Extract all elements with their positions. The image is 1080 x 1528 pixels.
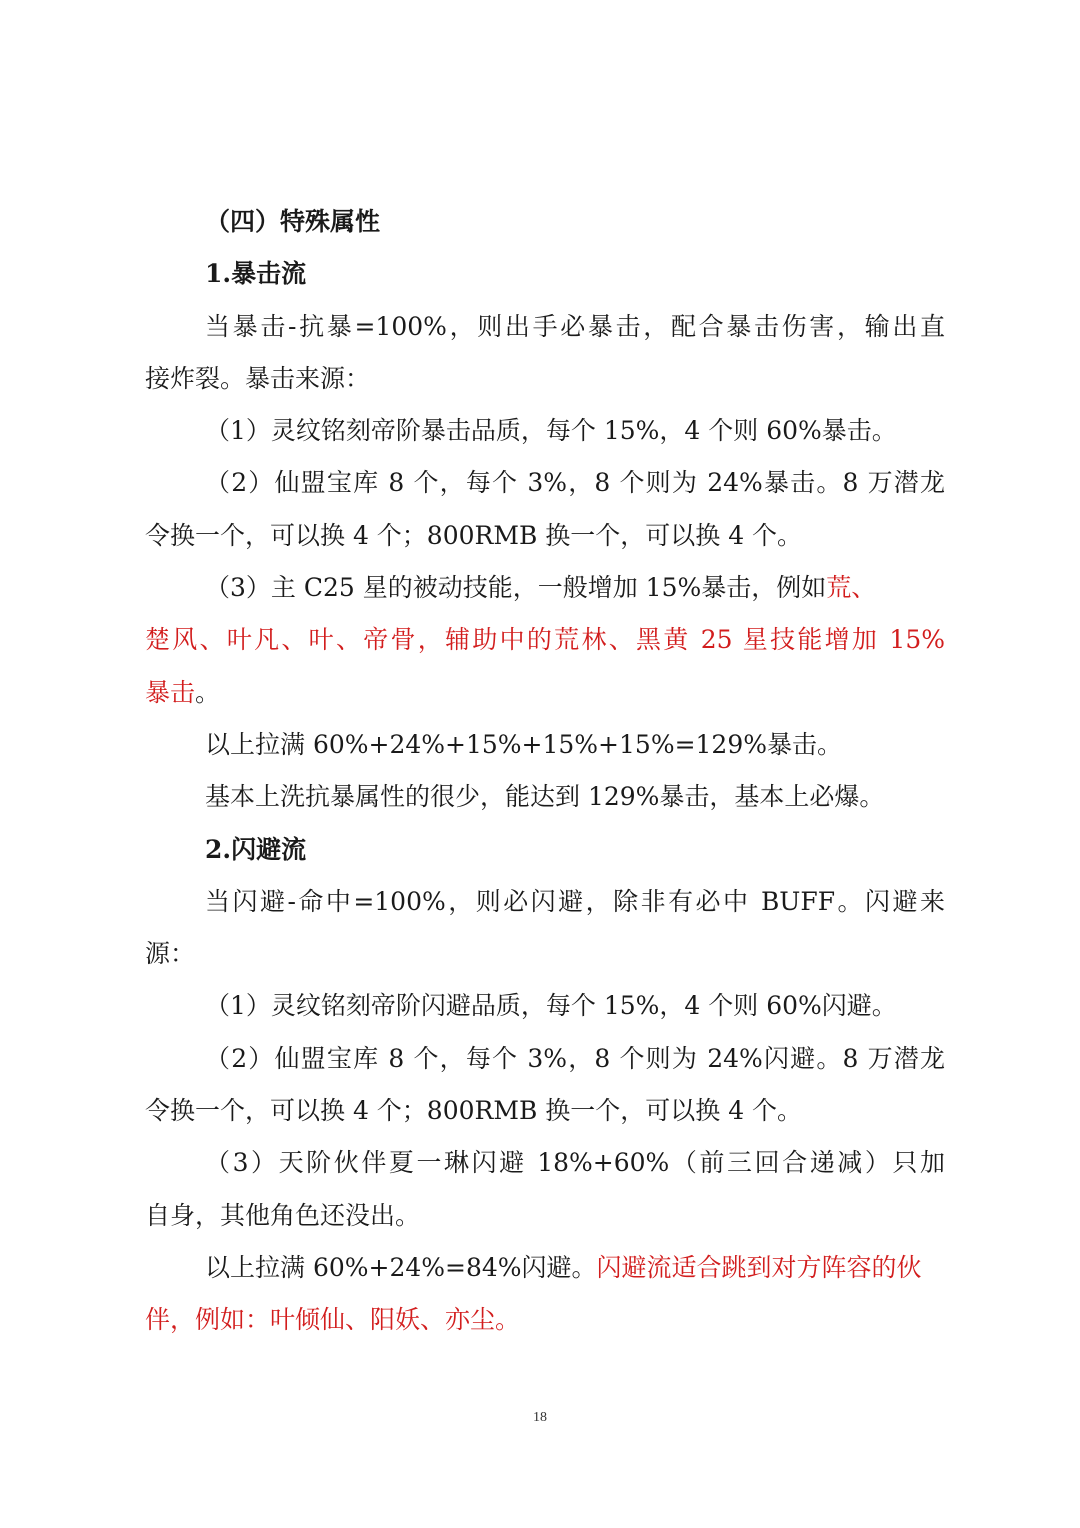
page-body [145, 196, 945, 1347]
dodge-item-1: （1）灵纹铭刻帝阶闪避品质，每个 15%，4 个则 60%闪避。 [205, 991, 897, 1021]
section-heading: （四）特殊属性 [205, 207, 381, 236]
crit-item-3-line-1 [145, 562, 945, 614]
crit-item-3-line-2: 楚风、叶凡、叶、帝骨，辅助中的荒林、黑黄 25 星技能增加 15% [145, 625, 945, 655]
dodge-item-3-line-2: 自身，其他角色还没出。 [145, 1200, 421, 1230]
dodge-heading: 2.闪避流 [205, 834, 307, 864]
dodge-intro-line-1: 当闪避-命中=100%，则必闪避，除非有必中 BUFF。闪避来 [205, 886, 945, 916]
crit-item-1: （1）灵纹铭刻帝阶暴击品质，每个 15%，4 个则 60%暴击。 [205, 416, 897, 446]
page-number: 18 [533, 1410, 547, 1425]
dodge-intro-line-2: 源： [145, 939, 196, 969]
dodge-total [145, 1242, 945, 1294]
crit-intro-line-2: 接炸裂。暴击来源： [145, 363, 371, 393]
crit-summary: 基本上洗抗暴属性的很少，能达到 129%暴击，基本上必爆。 [205, 782, 885, 812]
crit-item-3-line-3 [145, 667, 945, 719]
crit-heading: 1.暴击流 [205, 259, 307, 289]
crit-item-2-line-1: （2）仙盟宝库 8 个，每个 3%，8 个则为 24%暴击。8 万潜龙 [205, 468, 945, 498]
crit-item-3-highlight: 荒、 [826, 573, 877, 603]
crit-total: 以上拉满 60%+24%+15%+15%+15%=129%暴击。 [205, 729, 842, 759]
dodge-item-2-line-1: （2）仙盟宝库 8 个，每个 3%，8 个则为 24%闪避。8 万潜龙 [205, 1043, 945, 1073]
crit-item-3-text: （3）主 C25 星的被动技能，一般增加 15%暴击，例如 [205, 573, 827, 603]
dodge-item-2-line-2: 令换一个，可以换 4 个；800RMB 换一个，可以换 4 个。 [145, 1096, 803, 1126]
dodge-tip-line-2: 伴，例如：叶倾仙、阳妖、亦尘。 [145, 1305, 521, 1335]
crit-intro-line-1: 当暴击-抗暴=100%，则出手必暴击，配合暴击伤害，输出直 [205, 311, 945, 341]
crit-item-3-highlight-end: 暴击 [145, 677, 196, 707]
dodge-item-3-line-1: （3）天阶伙伴夏一琳闪避 18%+60%（前三回合递减）只加 [205, 1148, 945, 1178]
crit-item-3-period: 。 [195, 677, 221, 707]
dodge-total-text: 以上拉满 60%+24%=84%闪避。 [205, 1252, 597, 1282]
dodge-tip-highlight: 闪避流适合跳到对方阵容的伙 [596, 1252, 922, 1282]
crit-item-2-line-2: 令换一个，可以换 4 个；800RMB 换一个，可以换 4 个。 [145, 520, 803, 550]
